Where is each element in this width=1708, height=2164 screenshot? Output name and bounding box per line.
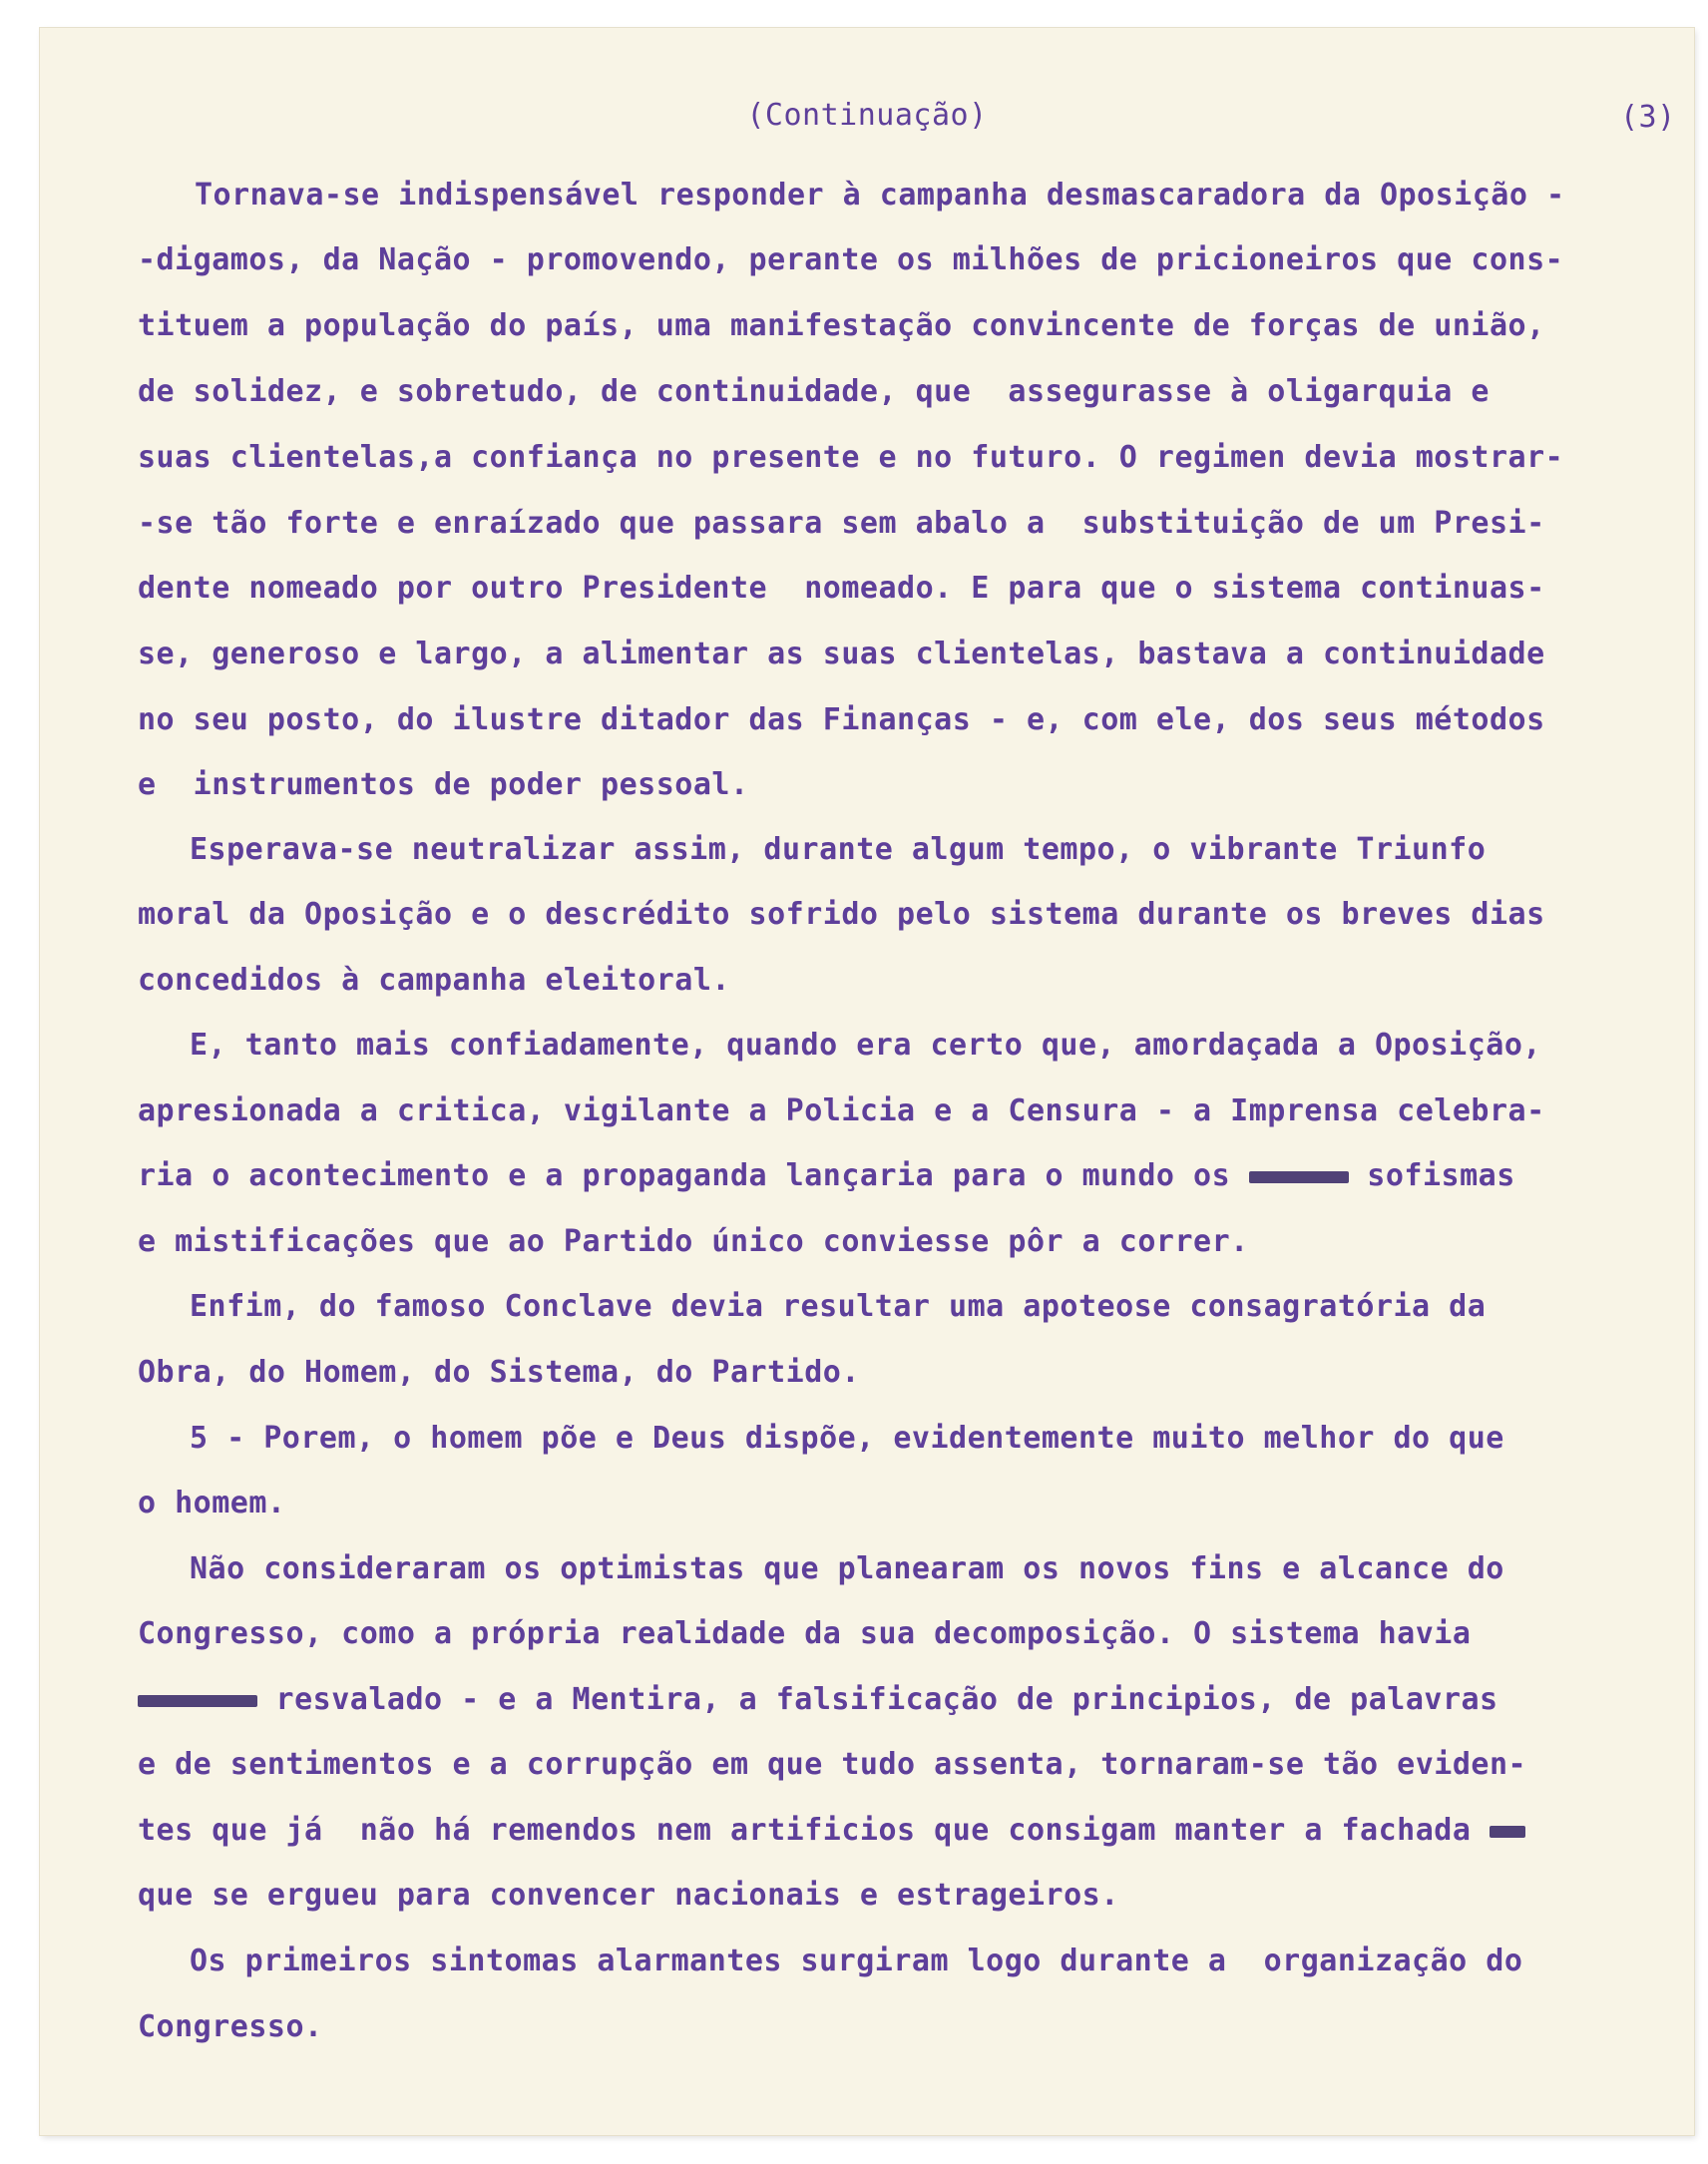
text-line: Congresso, como a própria realidade da sua decomposição. O sistema havia <box>138 1616 1472 1651</box>
text-line: suas clientelas,a confiança no presente e no futuro. O regimen devia mostrar- <box>138 440 1564 475</box>
text-line-with-strikeout <box>138 1813 1525 1848</box>
text-line: e mistificações que ao Partido único conviesse pôr a correr. <box>138 1224 1249 1259</box>
text-line: -digamos, da Nação - promovendo, perante os milhões de pricioneiros que cons- <box>138 242 1564 277</box>
text-line: Tornava-se indispensável responder à campanha desmascaradora da Oposição - <box>195 178 1565 213</box>
text-line: e de sentimentos e a corrupção em que tudo assenta, tornaram-se tão eviden- <box>138 1747 1527 1782</box>
text-line-with-strikeout <box>138 1158 1515 1193</box>
page-number: (3) <box>1620 100 1676 135</box>
text-line: moral da Oposição e o descrédito sofrido pelo sistema durante os breves dias <box>138 897 1545 932</box>
text-segment: tes que já não há remendos nem artificios que consigam manter a fachada <box>138 1813 1490 1848</box>
text-line: e instrumentos de poder pessoal. <box>138 767 749 802</box>
text-line: no seu posto, do ilustre ditador das Finanças - e, com ele, dos seus métodos <box>138 702 1545 737</box>
text-segment: resvalado - e a Mentira, a falsificação de principios, de palavras <box>257 1682 1498 1717</box>
text-segment: sofismas <box>1348 1158 1515 1193</box>
text-line: Enfim, do famoso Conclave devia resultar uma apoteose consagratória da <box>190 1289 1487 1324</box>
document-page <box>40 28 1694 2135</box>
text-line: que se ergueu para convencer nacionais e estrageiros. <box>138 1878 1119 1913</box>
text-line: Congresso. <box>138 2009 323 2044</box>
text-line: concedidos à campanha eleitoral. <box>138 963 730 998</box>
text-line: 5 - Porem, o homem põe e Deus dispõe, evidentemente muito melhor do que <box>190 1421 1504 1456</box>
page-header-title: (Continuação) <box>746 98 988 133</box>
text-line: -se tão forte e enraízado que passara sem abalo a substituição de um Presi- <box>138 506 1545 541</box>
text-line: Obra, do Homem, do Sistema, do Partido. <box>138 1355 860 1390</box>
typed-strikeout <box>1490 1826 1525 1838</box>
text-line: Os primeiros sintomas alarmantes surgiram logo durante a organização do <box>190 1944 1523 1978</box>
text-segment: ria o acontecimento e a propaganda lançaria para o mundo os <box>138 1158 1249 1193</box>
text-line: de solidez, e sobretudo, de continuidade, que assegurasse à oligarquia e <box>138 374 1490 409</box>
text-line: apresionada a critica, vigilante a Policia e a Censura - a Imprensa celebra- <box>138 1093 1545 1128</box>
text-line: tituem a população do país, uma manifestação convincente de forças de união, <box>138 308 1545 343</box>
text-line: dente nomeado por outro Presidente nomeado. E para que o sistema continuas- <box>138 571 1545 606</box>
text-line: se, generoso e largo, a alimentar as suas clientelas, bastava a continuidade <box>138 637 1545 671</box>
text-line: o homem. <box>138 1486 286 1520</box>
typed-strikeout <box>1249 1171 1349 1183</box>
text-line-with-strikeout <box>138 1682 1498 1717</box>
text-line: Não consideraram os optimistas que planearam os novos fins e alcance do <box>190 1551 1504 1586</box>
text-line: Esperava-se neutralizar assim, durante algum tempo, o vibrante Triunfo <box>190 832 1487 867</box>
typed-strikeout <box>138 1695 257 1707</box>
text-line: E, tanto mais confiadamente, quando era certo que, amordaçada a Oposição, <box>190 1028 1541 1063</box>
